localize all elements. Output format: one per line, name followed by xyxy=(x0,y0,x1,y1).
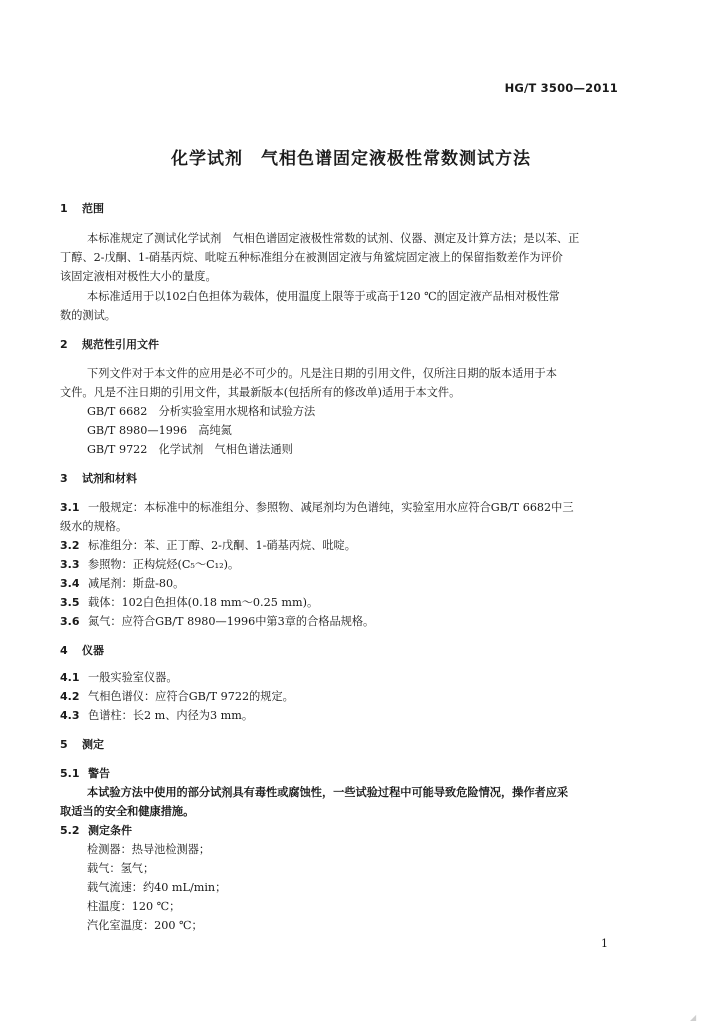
clause-3-1-cont: 级水的规格。 xyxy=(60,520,128,533)
clause-4-3: 4.3 色谱柱：长2 m、内径为3 mm。 xyxy=(60,709,254,722)
clause-3-5: 3.5 载体：102白色担体(0.18 mm～0.25 mm)。 xyxy=(60,596,319,609)
clause-4-2: 4.2 气相色谱仪：应符合GB/T 9722的规定。 xyxy=(60,690,294,703)
section-1-para-2-line-2: 数的测试。 xyxy=(60,309,116,322)
section-2-heading: 2 规范性引用文件 xyxy=(60,338,159,351)
clause-4-1: 4.1 一般实验室仪器。 xyxy=(60,671,178,684)
corner-mark-icon: ◢ xyxy=(690,1013,697,1022)
condition-line: 载气：氢气； xyxy=(87,862,155,875)
clause-3-2: 3.2 标准组分：苯、正丁醇、2-戊酮、1-硝基丙烷、吡啶。 xyxy=(60,539,356,552)
document-title: 化学试剂 气相色谱固定液极性常数测试方法 xyxy=(171,149,531,169)
clause-5-1-heading: 5.1 警告 xyxy=(60,767,110,780)
condition-line: 汽化室温度：200 ℃； xyxy=(87,919,203,932)
condition-line: 检测器：热导池检测器； xyxy=(87,843,211,856)
warning-line-1: 本试验方法中使用的部分试剂具有毒性或腐蚀性，一些试验过程中可能导致危险情况，操作者应采 xyxy=(87,785,569,799)
standard-number: HG/T 3500—2011 xyxy=(504,81,618,95)
section-2-para-line-2: 文件。凡是不注日期的引用文件，其最新版本(包括所有的修改单)适用于本文件。 xyxy=(60,386,461,399)
clause-3-3: 3.3 参照物：正构烷烃(C₅～C₁₂)。 xyxy=(60,558,240,571)
section-2-para-line-1: 下列文件对于本文件的应用是必不可少的。凡是注日期的引用文件，仅所注日期的版本适用于本 xyxy=(87,367,557,380)
condition-line: 柱温度：120 ℃； xyxy=(87,900,181,913)
clause-3-4: 3.4 减尾剂：斯盘-80。 xyxy=(60,577,185,590)
warning-line-2: 取适当的安全和健康措施。 xyxy=(60,804,195,818)
section-1-heading: 1 范围 xyxy=(60,202,104,215)
section-5-heading: 5 测定 xyxy=(60,738,104,751)
section-3-heading: 3 试剂和材料 xyxy=(60,472,137,485)
condition-line: 载气流速：约40 mL/min； xyxy=(87,881,227,894)
section-4-heading: 4 仪器 xyxy=(60,644,104,657)
reference-item: GB/T 6682 分析实验室用水规格和试验方法 xyxy=(87,405,316,418)
section-1-para-2-line-1: 本标准适用于以102白色担体为载体，使用温度上限等于或高于120 ℃的固定液产品相对极性常 xyxy=(87,290,560,303)
clause-3-1: 3.1 一般规定：本标准中的标准组分、参照物、减尾剂均为色谱纯，实验室用水应符合GB/T 6682中三 xyxy=(60,501,574,514)
reference-item: GB/T 8980—1996 高纯氮 xyxy=(87,424,232,437)
section-1-para-1-line-1: 本标准规定了测试化学试剂 气相色谱固定液极性常数的试剂、仪器、测定及计算方法；是以苯、正 xyxy=(87,232,580,245)
page-number: 1 xyxy=(601,937,608,950)
section-1-para-1-line-3: 该固定液相对极性大小的量度。 xyxy=(60,270,217,283)
reference-item: GB/T 9722 化学试剂 气相色谱法通则 xyxy=(87,443,293,456)
clause-5-2-heading: 5.2 测定条件 xyxy=(60,824,132,837)
clause-3-6: 3.6 氮气：应符合GB/T 8980—1996中第3章的合格品规格。 xyxy=(60,615,375,628)
section-1-para-1-line-2: 丁醇、2-戊酮、1-硝基丙烷、吡啶五种标准组分在被测固定液与角鲨烷固定液上的保留指数差作为评价 xyxy=(60,251,563,264)
